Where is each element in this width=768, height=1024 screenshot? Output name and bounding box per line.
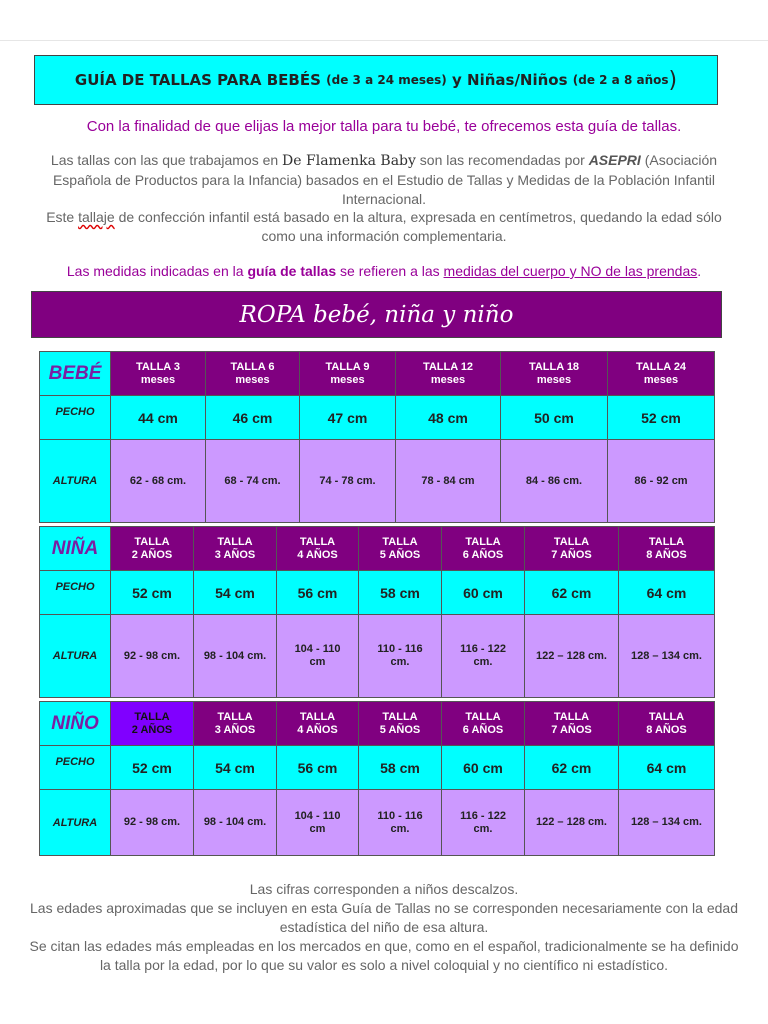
footer-line: Se citan las edades más empleadas en los mercados en que, como en el español, tradicionalmente se ha definido la talla por la edad, por lo que su valor es solo a nivel coloquial y no científico ni estadístico. bbox=[29, 938, 739, 973]
boy-height-value: 122 – 128 cm. bbox=[525, 790, 619, 856]
baby-height-value: 86 - 92 cm bbox=[608, 440, 715, 523]
chest-row-label: PECHO bbox=[40, 571, 111, 615]
girl-size-header: TALLA 6 AÑOS bbox=[442, 527, 525, 571]
baby-chest-value: 48 cm bbox=[396, 396, 501, 440]
boy-height-value: 104 - 110 cm bbox=[277, 790, 359, 856]
girl-chest-value: 62 cm bbox=[525, 571, 619, 615]
brand-name: De Flamenka Baby bbox=[282, 153, 416, 169]
baby-height-value: 68 - 74 cm. bbox=[206, 440, 300, 523]
girl-height-value: 110 - 116 cm. bbox=[359, 615, 442, 698]
girl-size-table bbox=[39, 526, 715, 698]
baby-chest-value: 47 cm bbox=[300, 396, 396, 440]
baby-height-value: 74 - 78 cm. bbox=[300, 440, 396, 523]
girl-size-header: TALLA 2 AÑOS bbox=[111, 527, 194, 571]
boy-section-label: NIÑO bbox=[40, 702, 111, 746]
sizing-basis-paragraph: Este tallaje de confección infantil está basado en la altura, expresada en centímetros, quedando la edad sólo como una información complementaria. bbox=[46, 209, 722, 244]
baby-chest-value: 50 cm bbox=[501, 396, 608, 440]
boy-height-value: 92 - 98 cm. bbox=[111, 790, 194, 856]
footer-notes bbox=[24, 880, 744, 975]
baby-size-header: TALLA 18 meses bbox=[501, 352, 608, 396]
intro-text: Con la finalidad de que elijas la mejor talla para tu bebé, te ofrecemos esta guía de tallas. bbox=[86, 118, 682, 135]
title-part3: y Niñas/Niños bbox=[452, 71, 568, 89]
girl-chest-value: 60 cm bbox=[442, 571, 525, 615]
baby-section-label: BEBÉ bbox=[40, 352, 111, 396]
title-part1: GUÍA DE TALLAS PARA BEBÉS bbox=[74, 71, 321, 89]
boy-size-header: TALLA 7 AÑOS bbox=[525, 702, 619, 746]
girl-size-header: TALLA 3 AÑOS bbox=[194, 527, 277, 571]
boy-chest-value: 62 cm bbox=[525, 746, 619, 790]
boy-chest-value: 58 cm bbox=[359, 746, 442, 790]
baby-size-table bbox=[39, 351, 715, 523]
title-part4: (de 2 a 8 años bbox=[572, 73, 669, 87]
title-part5: ) bbox=[668, 67, 678, 93]
baby-size-header: TALLA 6 meses bbox=[206, 352, 300, 396]
baby-chest-value: 44 cm bbox=[111, 396, 206, 440]
girl-chest-value: 58 cm bbox=[359, 571, 442, 615]
height-row-label: ALTURA bbox=[40, 615, 111, 698]
measurement-note: Las medidas indicadas en la guía de tallas se refieren a las medidas del cuerpo y NO de las prendas. bbox=[66, 263, 702, 279]
page-title bbox=[34, 55, 718, 105]
girl-height-value: 98 - 104 cm. bbox=[194, 615, 277, 698]
boy-size-header-highlighted: TALLA 2 AÑOS bbox=[111, 702, 194, 746]
asepri-name: ASEPRI bbox=[588, 152, 641, 168]
boy-size-table bbox=[39, 701, 715, 856]
chest-row-label: PECHO bbox=[40, 746, 111, 790]
footer-line: Las cifras corresponden a niños descalzos. bbox=[249, 881, 519, 897]
boy-size-header: TALLA 8 AÑOS bbox=[619, 702, 715, 746]
misspelled-word: tallaje bbox=[78, 209, 115, 225]
top-divider bbox=[0, 40, 768, 41]
height-row-label: ALTURA bbox=[40, 440, 111, 523]
baby-size-header: TALLA 24 meses bbox=[608, 352, 715, 396]
boy-size-header: TALLA 3 AÑOS bbox=[194, 702, 277, 746]
girl-size-header: TALLA 8 AÑOS bbox=[619, 527, 715, 571]
baby-size-header: TALLA 12 meses bbox=[396, 352, 501, 396]
girl-chest-value: 64 cm bbox=[619, 571, 715, 615]
boy-height-value: 110 - 116 cm. bbox=[359, 790, 442, 856]
boy-chest-value: 56 cm bbox=[277, 746, 359, 790]
baby-chest-value: 46 cm bbox=[206, 396, 300, 440]
boy-size-header: TALLA 6 AÑOS bbox=[442, 702, 525, 746]
girl-chest-value: 56 cm bbox=[277, 571, 359, 615]
section-banner: ROPA bebé, niña y niño bbox=[31, 291, 722, 338]
baby-height-value: 62 - 68 cm. bbox=[111, 440, 206, 523]
boy-height-value: 116 - 122 cm. bbox=[442, 790, 525, 856]
baby-size-header: TALLA 3 meses bbox=[111, 352, 206, 396]
boy-chest-value: 52 cm bbox=[111, 746, 194, 790]
boy-chest-value: 54 cm bbox=[194, 746, 277, 790]
baby-size-header: TALLA 9 meses bbox=[300, 352, 396, 396]
boy-height-value: 128 – 134 cm. bbox=[619, 790, 715, 856]
body-measurements-link: medidas del cuerpo y NO de las prendas bbox=[443, 263, 698, 279]
girl-height-value: 104 - 110 cm bbox=[277, 615, 359, 698]
title-part2: (de 3 a 24 meses) bbox=[326, 73, 447, 87]
boy-chest-value: 60 cm bbox=[442, 746, 525, 790]
boy-height-value: 98 - 104 cm. bbox=[194, 790, 277, 856]
boy-size-header: TALLA 4 AÑOS bbox=[277, 702, 359, 746]
baby-chest-value: 52 cm bbox=[608, 396, 715, 440]
height-row-label: ALTURA bbox=[40, 790, 111, 856]
girl-size-header: TALLA 4 AÑOS bbox=[277, 527, 359, 571]
girl-chest-value: 54 cm bbox=[194, 571, 277, 615]
girl-height-value: 122 – 128 cm. bbox=[525, 615, 619, 698]
girl-height-value: 128 – 134 cm. bbox=[619, 615, 715, 698]
chest-row-label: PECHO bbox=[40, 396, 111, 440]
girl-size-header: TALLA 7 AÑOS bbox=[525, 527, 619, 571]
boy-chest-value: 64 cm bbox=[619, 746, 715, 790]
girl-height-value: 116 - 122 cm. bbox=[442, 615, 525, 698]
boy-size-header: TALLA 5 AÑOS bbox=[359, 702, 442, 746]
girl-height-value: 92 - 98 cm. bbox=[111, 615, 194, 698]
girl-chest-value: 52 cm bbox=[111, 571, 194, 615]
girl-size-header: TALLA 5 AÑOS bbox=[359, 527, 442, 571]
footer-line: Las edades aproximadas que se incluyen en esta Guía de Tallas no se corresponden necesariamente con la edad estadística del niño de esa altura. bbox=[30, 900, 738, 935]
baby-height-value: 78 - 84 cm bbox=[396, 440, 501, 523]
girl-section-label: NIÑA bbox=[40, 527, 111, 571]
baby-height-value: 84 - 86 cm. bbox=[501, 440, 608, 523]
sizing-source-paragraph: Las tallas con las que trabajamos en De Flamenka Baby son las recomendadas por ASEPRI (Asociación Española de Productos para la Infancia) basados en el Estudio de Tallas y Medidas de la Población Infantil Internacional. bbox=[50, 152, 718, 207]
